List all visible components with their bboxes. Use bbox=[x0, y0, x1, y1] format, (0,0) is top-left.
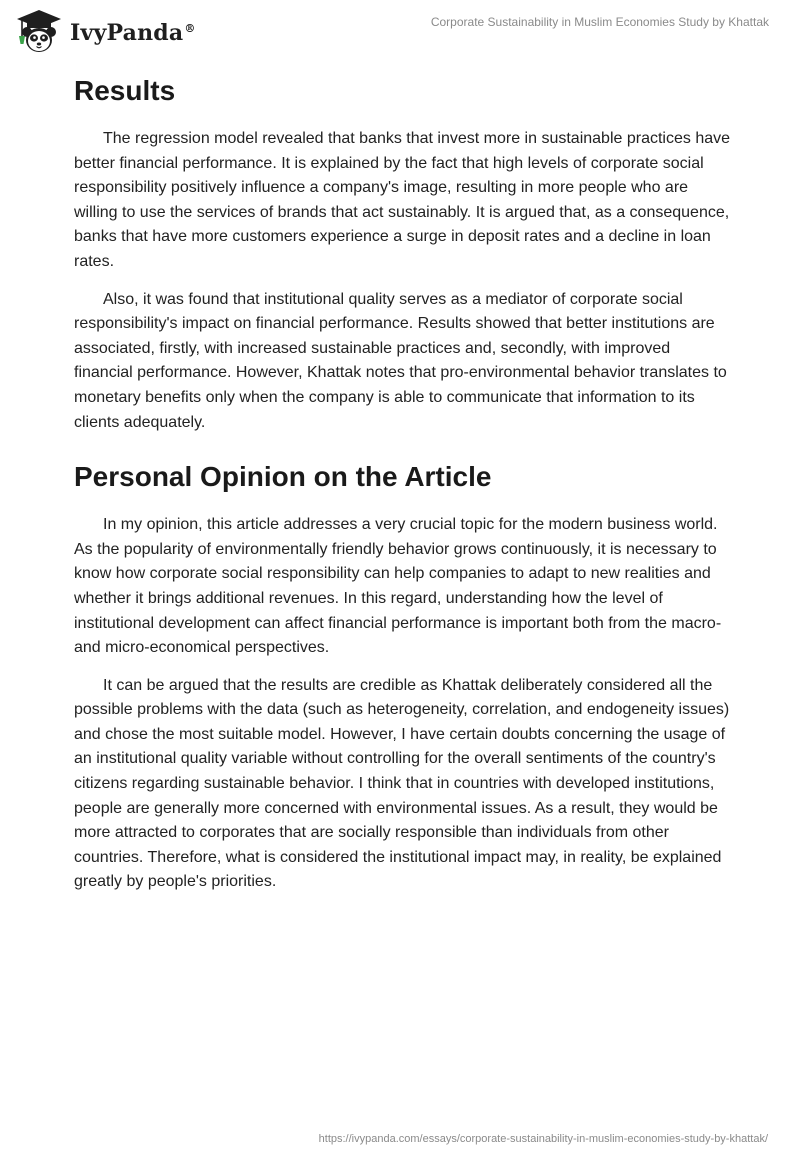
opinion-paragraph-1: In my opinion, this article addresses a very crucial topic for the modern business world. As the popularity of environmentally friendly behavior grows continuously, it is necessary to know how corporate social responsibility can help companies to adapt to new realities and whether it brings additional revenues. In this regard, understanding how the level of institutional development can affect financial performance is important both from the macro- and micro-economical perspectives. bbox=[74, 516, 722, 657]
section-heading-results: Results bbox=[74, 75, 176, 106]
ivypanda-logo[interactable] bbox=[14, 8, 196, 54]
brand-name: IvyPanda® bbox=[70, 20, 196, 46]
results-paragraph-1: The regression model revealed that banks that invest more in sustainable practices have better financial performance. It is explained by the fact that high levels of corporate social responsibility positively influence a company's image, resulting in more people who are willing to use the services of brands that act sustainably. It is argued that, as a consequence, banks that have more customers experience a surge in deposit rates and a decline in loan rates. bbox=[74, 130, 731, 270]
registered-mark: ® bbox=[184, 21, 196, 35]
article-body bbox=[74, 72, 730, 908]
panda-graduate-icon bbox=[14, 8, 64, 54]
results-paragraph-2: Also, it was found that institutional quality serves as a mediator of corporate social responsibility's impact on financial performance. Results showed that better institutions are associated, firstly, with increased sustainable practices and, secondly, with improved financial performance. However, Khattak notes that pro-environmental behavior translates to monetary benefits only when the company is able to communicate that information to its clients adequately. bbox=[74, 290, 727, 431]
section-heading-personal-opinion: Personal Opinion on the Article bbox=[74, 461, 492, 493]
opinion-paragraph-2: It can be argued that the results are credible as Khattak deliberately considered all the possible problems with the data (such as heterogeneity, correlation, and endogeneity issues) and chose the most suitable model. However, I have certain doubts concerning the usage of an institutional quality variable without controlling for the overall sentiments of the country's citizens regarding sustainable behavior. I think that in countries with developed institutions, people are generally more concerned with environmental issues. As a result, they would be more attracted to corporates that are socially responsible than individuals from other countries. Therefore, what is considered the institutional impact may, in reality, be explained greatly by people's priorities. bbox=[74, 676, 730, 891]
source-url[interactable]: https://ivypanda.com/essays/corporate-sustainability-in-muslim-economies-study-by-khattak/ bbox=[318, 1133, 768, 1145]
document-title: Corporate Sustainability in Muslim Economies Study by Khattak bbox=[430, 15, 769, 29]
page-header bbox=[0, 0, 800, 66]
